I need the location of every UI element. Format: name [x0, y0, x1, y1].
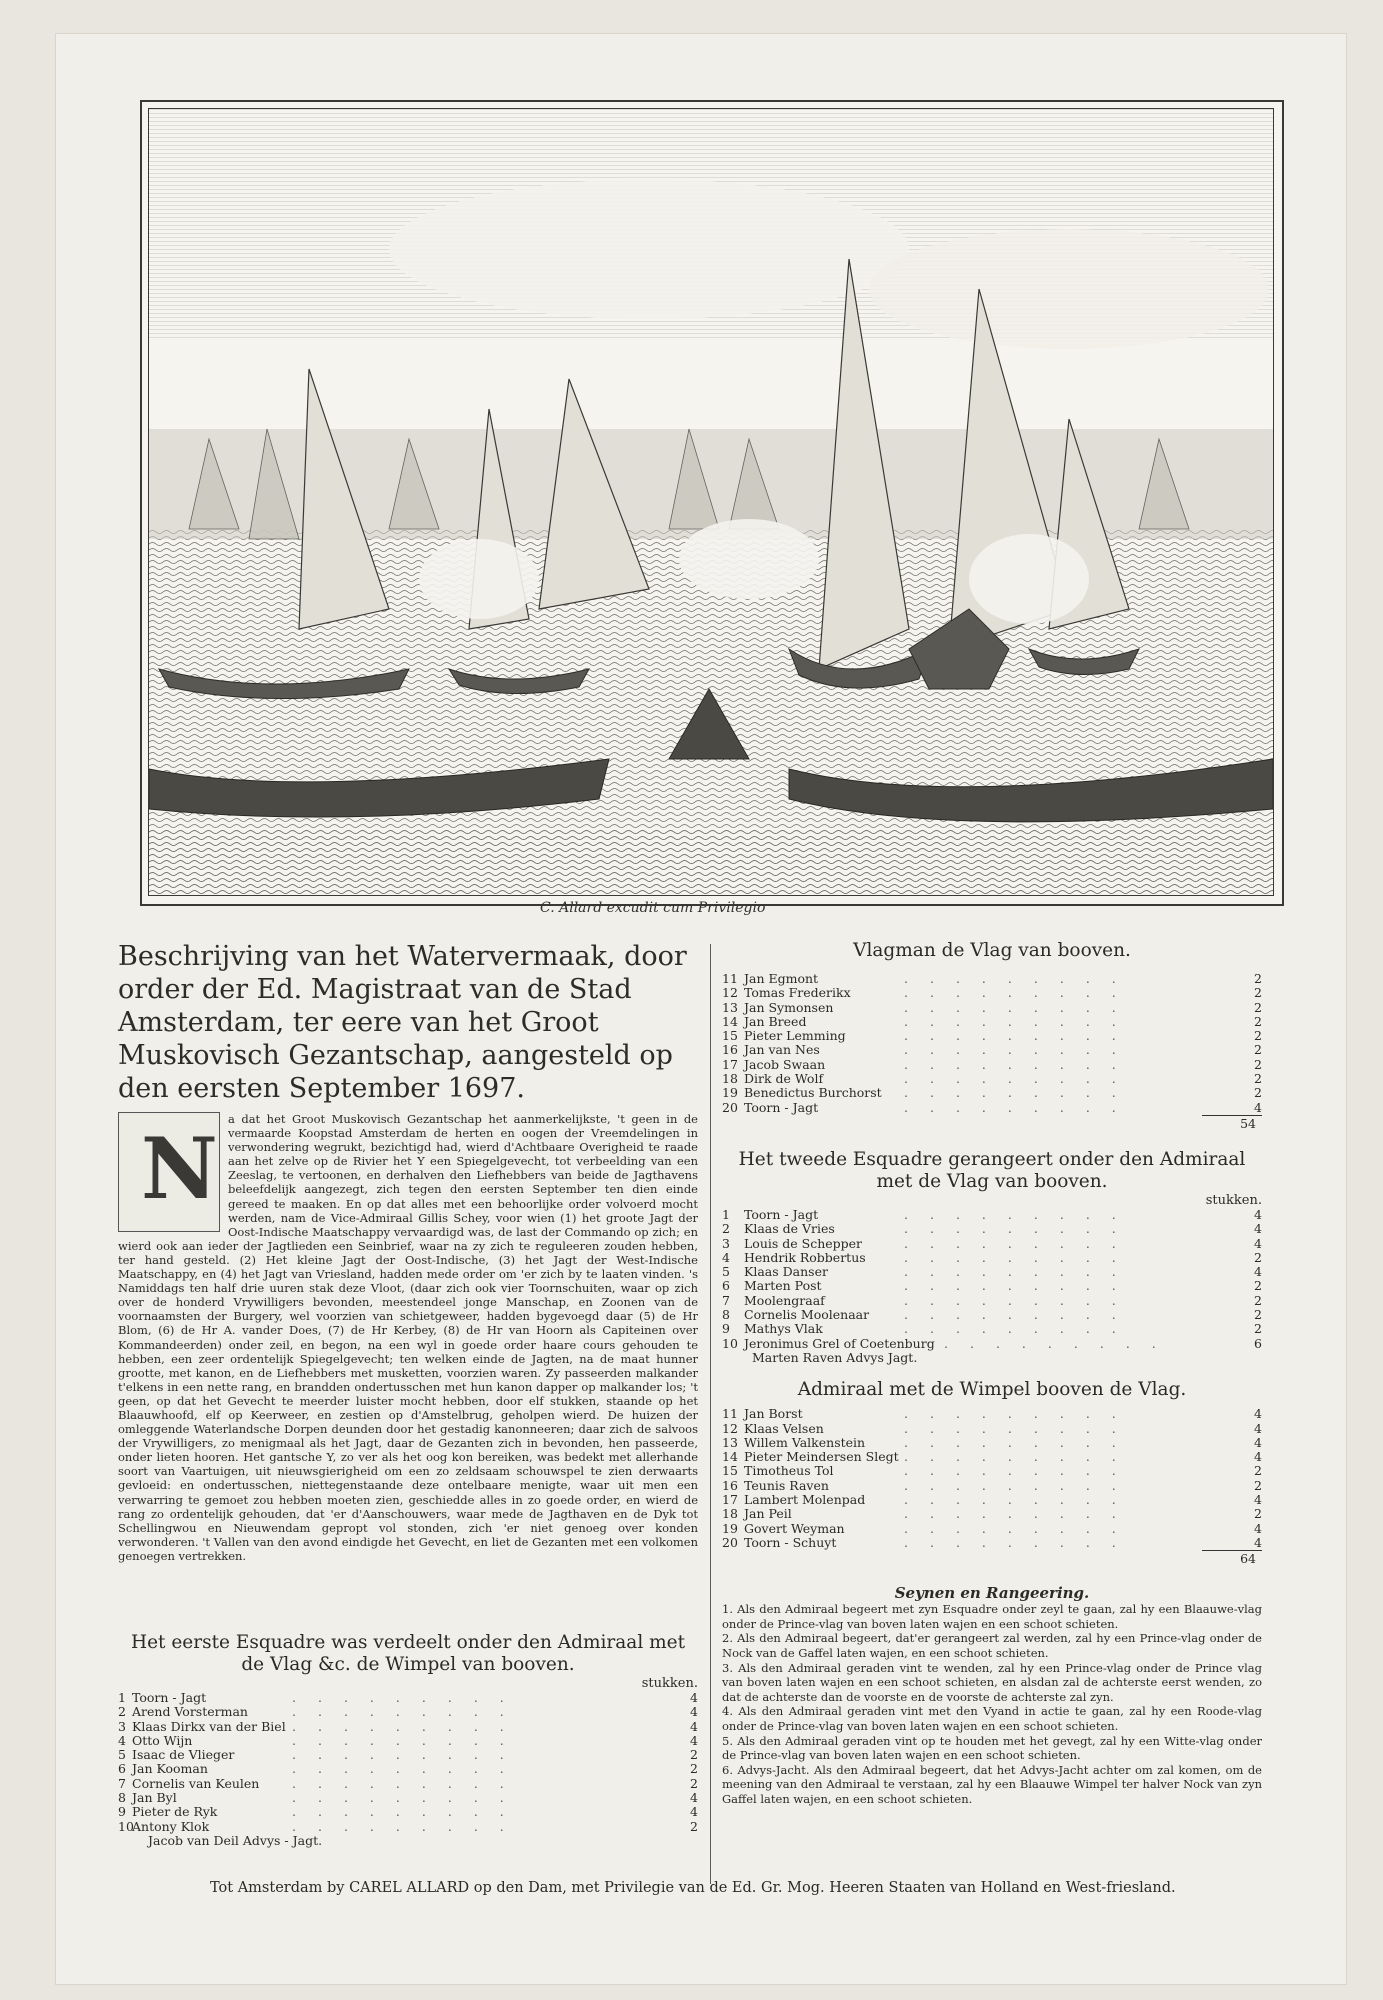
ship-guns: 2	[1254, 1056, 1262, 1072]
ship-name: Cornelis van Keulen	[132, 1775, 260, 1791]
eerste-unit: stukken.	[641, 1676, 698, 1691]
ship-num: 9	[118, 1804, 126, 1820]
tweede-heading: Het tweede Esquadre gerangeert onder den Admiraal met de Vlag van booven.	[738, 1148, 1246, 1192]
list-item: 13 Jan Symonsen ......... 2	[722, 999, 1262, 1015]
ship-num: 8	[722, 1307, 730, 1323]
ship-num: 17	[722, 1056, 738, 1072]
ship-name: Mathys Vlak	[744, 1321, 823, 1337]
signal-item: 5. Als den Admiraal geraden vint op te houden met het gevegt, zal hy een Witte-vlag onder de Prince-vlag van boven laten wajen en een schoot schieten.	[722, 1733, 1262, 1763]
ship-num: 19	[722, 1520, 738, 1536]
vlagman-total: 54	[1202, 1115, 1262, 1131]
ship-num: 6	[118, 1761, 126, 1777]
ship-num: 13	[722, 1434, 738, 1450]
ship-num: 7	[118, 1775, 126, 1791]
ship-name: Jan Egmont	[744, 971, 819, 986]
ship-num: 8	[118, 1790, 126, 1806]
ship-num: 18	[722, 1506, 738, 1522]
ship-num: 5	[118, 1747, 126, 1763]
ship-num: 12	[722, 1420, 738, 1436]
list-item: 12 Klaas Velsen ......... 4	[722, 1420, 1262, 1436]
list-item: 12 Tomas Frederikx ......... 2	[722, 985, 1262, 1001]
ship-guns: 2	[1254, 1292, 1262, 1308]
list-item: 4 Hendrik Robbertus ......... 2	[722, 1249, 1262, 1265]
eerste-advys: Jacob van Deil Advys - Jagt.	[148, 1832, 323, 1848]
wimpel-total: 64	[1202, 1550, 1262, 1566]
ship-num: 16	[722, 1477, 738, 1493]
ship-guns: 4	[1254, 1221, 1262, 1237]
list-item: 9 Mathys Vlak ......... 2	[722, 1321, 1262, 1337]
ship-name: Cornelis Moolenaar	[744, 1307, 870, 1323]
ship-num: 1	[118, 1690, 126, 1705]
eerste-esquadre	[118, 1632, 698, 1848]
ship-guns: 2	[690, 1775, 698, 1791]
ship-num: 16	[722, 1042, 738, 1058]
ship-num: 10	[118, 1818, 134, 1834]
ship-name: Jan Borst	[744, 1406, 803, 1422]
ship-guns: 2	[1254, 1506, 1262, 1522]
ship-num: 6	[722, 1278, 730, 1294]
signal-item: 3. Als den Admiraal geraden vint te wenden, zal hy een Prince-vlag onder de Prince vlag van boven laten wajen en een schoot schieten, en alsdan zal de achterste eerst wenden, zo dat de achterste dan de voorste en de voorste de achterste zal zyn.	[722, 1660, 1262, 1704]
ship-num: 9	[722, 1321, 730, 1337]
ship-name: Jacob Swaan	[744, 1056, 826, 1072]
list-item: 1 Toorn - Jagt ......... 4	[118, 1690, 698, 1705]
ship-num: 2	[722, 1221, 730, 1237]
list-item: 10 Jeronimus Grel of Coetenburg ......... 6	[722, 1335, 1262, 1351]
ship-name: Klaas Velsen	[744, 1420, 824, 1436]
list-item: 20 Toorn - Schuyt ......... 4	[722, 1534, 1262, 1550]
ship-guns: 2	[1254, 999, 1262, 1015]
plate-imprint: C. Allard excudit cum Privilegio	[540, 900, 766, 916]
list-item: 2 Arend Vorsterman ......... 4	[118, 1704, 698, 1720]
signal-item: 4. Als den Admiraal geraden vint met den Vyand in actie te gaan, zal hy een Roode-vlag onder de Prince-vlag van boven laten wajen en een schoot schieten.	[722, 1704, 1262, 1733]
ship-num: 4	[722, 1249, 730, 1265]
seynen-section	[722, 1584, 1262, 1806]
signal-item: 2. Als den Admiraal begeert, dat'er gerangeert zal werden, zal hy een Prince-vlag onder de Nock van de Gaffel laten wajen, en een schoot schieten.	[722, 1631, 1262, 1660]
ship-guns: 2	[1254, 1321, 1262, 1337]
ship-name: Pieter de Ryk	[132, 1804, 218, 1820]
decorated-initial	[118, 1112, 220, 1232]
ship-name: Marten Post	[744, 1278, 822, 1294]
initial-letter: N	[141, 1119, 218, 1218]
ship-name: Tomas Frederikx	[744, 985, 851, 1001]
ship-guns: 2	[1254, 985, 1262, 1001]
list-item: 1 Toorn - Jagt ......... 4	[722, 1206, 1262, 1222]
ship-guns: 4	[690, 1732, 698, 1748]
ship-name: Jan van Nes	[744, 1042, 820, 1058]
eerste-list	[118, 1691, 698, 1834]
ship-num: 5	[722, 1264, 730, 1280]
ship-guns: 2	[1254, 1085, 1262, 1101]
list-item: 20 Toorn - Jagt ......... 4	[722, 1099, 1262, 1115]
ship-guns: 4	[1254, 1264, 1262, 1280]
ship-guns: 6	[1254, 1335, 1262, 1351]
ship-num: 10	[722, 1335, 738, 1351]
list-item: 16 Teunis Raven ......... 2	[722, 1477, 1262, 1493]
ship-guns: 4	[1254, 1206, 1262, 1222]
list-item: 2 Klaas de Vries ......... 4	[722, 1221, 1262, 1237]
seynen-heading: Seynen en Rangeering.	[894, 1584, 1090, 1603]
ship-guns: 4	[1254, 1534, 1262, 1550]
ship-name: Otto Wijn	[132, 1732, 193, 1748]
ship-guns: 4	[1254, 1420, 1262, 1436]
ship-name: Arend Vorsterman	[132, 1704, 248, 1720]
publisher-footer: Tot Amsterdam by CAREL ALLARD op den Dam, met Privilegie van de Ed. Gr. Mog. Heeren Staaten van Holland en West-friesland.	[210, 1880, 1176, 1896]
list-item: 11 Jan Egmont ......... 2	[722, 971, 1262, 986]
left-column	[118, 940, 698, 1105]
ship-name: Teunis Raven	[744, 1477, 829, 1493]
ship-name: Lambert Molenpad	[744, 1492, 866, 1508]
ship-num: 20	[722, 1099, 738, 1115]
ship-name: Pieter Lemming	[744, 1028, 846, 1044]
tweede-unit: stukken.	[1205, 1192, 1262, 1208]
wimpel-list	[722, 1407, 1262, 1550]
ship-guns: 2	[1254, 1249, 1262, 1265]
list-item: 6 Jan Kooman ......... 2	[118, 1761, 698, 1777]
ship-name: Jeronimus Grel of Coetenburg	[744, 1335, 935, 1351]
ship-guns: 4	[1254, 1520, 1262, 1536]
ship-num: 7	[722, 1292, 730, 1308]
ship-num: 3	[722, 1235, 730, 1251]
ship-num: 13	[722, 999, 738, 1015]
list-item: 9 Pieter de Ryk ......... 4	[118, 1804, 698, 1820]
ship-guns: 2	[1254, 1071, 1262, 1087]
ship-num: 11	[722, 1406, 738, 1422]
ship-guns: 4	[1254, 1406, 1262, 1422]
ship-name: Jan Kooman	[132, 1761, 208, 1777]
ship-num: 17	[722, 1492, 738, 1508]
ship-guns: 4	[690, 1804, 698, 1820]
list-item: 18 Jan Peil ......... 2	[722, 1506, 1262, 1522]
ship-guns: 4	[1254, 1434, 1262, 1450]
ship-name: Jan Byl	[132, 1790, 177, 1806]
ship-guns: 4	[1254, 1492, 1262, 1508]
ship-guns: 4	[690, 1704, 698, 1720]
ship-name: Toorn - Jagt	[744, 1206, 819, 1222]
ship-num: 15	[722, 1028, 738, 1044]
ship-guns: 4	[1254, 1449, 1262, 1465]
ship-num: 12	[722, 985, 738, 1001]
ship-name: Govert Weyman	[744, 1520, 845, 1536]
ship-num: 11	[722, 971, 738, 986]
water-battle-engraving	[148, 108, 1274, 896]
list-item: 17 Jacob Swaan ......... 2	[722, 1056, 1262, 1072]
ship-guns: 2	[1254, 971, 1262, 986]
vlagman-heading: Vlagman de Vlag van booven.	[853, 940, 1131, 961]
list-item: 19 Govert Weyman ......... 4	[722, 1520, 1262, 1536]
list-item: 5 Isaac de Vlieger ......... 2	[118, 1747, 698, 1763]
ship-num: 4	[118, 1732, 126, 1748]
tweede-list	[722, 1208, 1262, 1351]
ship-num: 18	[722, 1071, 738, 1087]
ship-name: Toorn - Jagt	[744, 1099, 819, 1115]
ship-guns: 2	[1254, 1463, 1262, 1479]
intro-paragraph	[118, 1112, 698, 1563]
ship-guns: 4	[1254, 1099, 1262, 1115]
wimpel-heading: Admiraal met de Wimpel booven de Vlag.	[797, 1379, 1187, 1401]
ship-guns: 2	[690, 1818, 698, 1834]
vlagman-list	[722, 972, 1262, 1115]
ship-name: Isaac de Vlieger	[132, 1747, 235, 1763]
list-item: 15 Pieter Lemming ......... 2	[722, 1028, 1262, 1044]
ship-name: Toorn - Jagt	[132, 1690, 207, 1705]
ship-name: Jan Symonsen	[744, 999, 834, 1015]
ship-name: Willem Valkenstein	[744, 1434, 866, 1450]
ship-name: Antony Klok	[132, 1818, 210, 1834]
signal-item: 1. Als den Admiraal begeert met zyn Esquadre onder zeyl te gaan, zal hy een Blaauwe-vlag onder de Prince-vlag van boven laten wajen en een schoot schieten.	[722, 1602, 1262, 1631]
ship-name: Jan Breed	[744, 1013, 807, 1029]
ship-guns: 2	[690, 1747, 698, 1763]
ship-name: Klaas Dirkx van der Biel	[132, 1718, 286, 1734]
ship-guns: 2	[1254, 1042, 1262, 1058]
list-item: 7 Cornelis van Keulen ......... 2	[118, 1775, 698, 1791]
ship-name: Timotheus Tol	[744, 1463, 834, 1479]
ship-num: 3	[118, 1718, 126, 1734]
eerste-heading: Het eerste Esquadre was verdeelt onder den Admiraal met de Vlag &c. de Wimpel van booven.	[130, 1632, 686, 1675]
document-title: Beschrijving van het Watervermaak, door order der Ed. Magistraat van de Stad Amsterdam, ter eere van het Groot Muskovisch Gezantschap, aangesteld op den eersten September 1697.	[118, 941, 687, 1104]
ship-name: Benedictus Burchorst	[744, 1085, 882, 1101]
list-item: 14 Jan Breed ......... 2	[722, 1013, 1262, 1029]
ship-guns: 4	[690, 1718, 698, 1734]
list-item: 8 Jan Byl ......... 4	[118, 1790, 698, 1806]
ship-num: 14	[722, 1449, 738, 1465]
tweede-advys: Marten Raven Advys Jagt.	[752, 1349, 918, 1365]
ship-name: Toorn - Schuyt	[744, 1534, 837, 1550]
list-item: 17 Lambert Molenpad ......... 4	[722, 1492, 1262, 1508]
list-item: 13 Willem Valkenstein ......... 4	[722, 1434, 1262, 1450]
list-item: 3 Klaas Dirkx van der Biel ......... 4	[118, 1718, 698, 1734]
intro-text: a dat het Groot Muskovisch Gezantschap het aanmerkelijkste, 't geen in de vermaarde Koopstad Amsterdam de herten en oogen der Vreemdelingen in verwondering wegrukt, bezichtigd had, wierd d'Achtbaare Overigheid te raade aan het zelve op de Rivier het Y een Spiegelgevecht, tot verbeelding van een Zeeslag, te vertoonen, en derhalven den Liefhebbers van beide de Jagthavens beleefdelijk aangezegt, zich tegen den eersten September ten dien einde gereed te maaken. En op dat alles met een behoorlijke order volvoerd mocht werden, nam de Vice-Admiraal Gillis Schey, voor wien (1) het groote Jagt der Oost-Indische Maatschappy vervaardigd was, de last der Commando op zich; en wierd ook aan ieder der Jagtlieden een Seinbrief, waar na zy zich te reguleeren zouden hebben, ter hand gesteld. (2) Het kleine Jagt der Oost-Indische, (3) het Jagt der West-Indische Maatschappy, en (4) het Jagt van Vriesland, hadden mede order om 'er zich by te laaten vinden. 's Namiddags ten half drie uuren stak deze Vloot, (daar zich ook vier Toornschuiten, waar op zich over de honderd Vrywilligers bevonden, meestendeel jonge Manschap, en Zoonen van de voornaamsten der Burgery, wel voorzien van schietgeweer, hadden bygevoegd daar (5) de Hr Blom, (6) de Hr A. vander Does, (7) de Hr Kerbey, (8) de Hr van Hoorn als Capiteinen over Kommandeerden) onder zeil, en begon, na een wyl in goede order haare cours gehouden te hebben, een zeer ordentelijk Spiegelgevecht; ten welken einde de Jagten, na de maat hunner grootte, met kanon, en de Liefhebbers met musketten, voorzien waren. Zy passeerden malkander t'elkens in een nette rang, en brandden ondertusschen met hun kanon dapper op malkander los; 't geen, op dat het Gevecht te meerder luister mocht hebben, door elf stukken, staande op het Blaauwhoofd, elf op Keerweer, en zestien op d'Amstelbrug, geholpen wierd. De huizen der omleggende Waterlandsche Dorpen deunden door het gestadig kanonneeren; daar zich de salvoos der Vrywilligers, zo menigmaal als het Jagt, daar de Gezanten zich in bevonden, hen passeerde, onder lieten hooren. Het gantsche Y, zo ver als het oog kon bereiken, was bedekt met allerhande soort van Vaartuigen, uit nieuwsgierigheid om een zo zeldsaam schouwspel te zien derwaarts gevloeid: en ondertusschen, niettegenstaande deze ontelbaare menigte, waar uit men een verwarring te gemoet zou hebben moeten zien, geschiedde alles in zo goede order, en wierd de rang zo ordentelijk gehouden, dat 'er d'Aanschouwers, waar mede de Jagthaven en de Dyk tot Schellingwou en Nieuwendam gepropt vol stonden, zich 'er niet genoeg over konden verwonderen. 't Vallen van den avond eindigde het Gevecht, en liet de Gezanten met een volkomen genoegen vertrekken.	[118, 1112, 698, 1563]
list-item: 8 Cornelis Moolenaar ......... 2	[722, 1307, 1262, 1323]
ship-guns: 4	[690, 1790, 698, 1806]
ship-num: 19	[722, 1085, 738, 1101]
ship-name: Klaas Danser	[744, 1264, 828, 1280]
ship-num: 1	[722, 1206, 730, 1222]
engraving-plate	[140, 100, 1284, 906]
ship-name: Hendrik Robbertus	[744, 1249, 866, 1265]
signal-item: 6. Advys-Jacht. Als den Admiraal begeert, dat het Advys-Jacht achter om zal komen, om de meening van den Admiraal te verstaan, zal hy een Blaauwe Wimpel ter halver Nock van zyn Gaffel laten wajen, en een schoot schieten.	[722, 1762, 1262, 1806]
column-divider	[710, 944, 711, 1884]
list-item: 6 Marten Post ......... 2	[722, 1278, 1262, 1294]
list-item: 4 Otto Wijn ......... 4	[118, 1732, 698, 1748]
ship-name: Jan Peil	[744, 1506, 792, 1522]
ship-guns: 4	[690, 1690, 698, 1705]
ship-guns: 2	[1254, 1028, 1262, 1044]
ship-name: Dirk de Wolf	[744, 1071, 824, 1087]
ship-num: 14	[722, 1013, 738, 1029]
list-item: 19 Benedictus Burchorst ......... 2	[722, 1085, 1262, 1101]
list-item: 7 Moolengraaf ......... 2	[722, 1292, 1262, 1308]
ship-guns: 2	[1254, 1278, 1262, 1294]
ship-guns: 4	[1254, 1235, 1262, 1251]
ship-name: Klaas de Vries	[744, 1221, 835, 1237]
ship-num: 2	[118, 1704, 126, 1720]
ship-guns: 2	[1254, 1477, 1262, 1493]
list-item: 15 Timotheus Tol ......... 2	[722, 1463, 1262, 1479]
list-item: 18 Dirk de Wolf ......... 2	[722, 1071, 1262, 1087]
ship-name: Louis de Schepper	[744, 1235, 863, 1251]
list-item: 3 Louis de Schepper ......... 4	[722, 1235, 1262, 1251]
list-item: 14 Pieter Meindersen Slegt ......... 4	[722, 1449, 1262, 1465]
ship-num: 20	[722, 1534, 738, 1550]
list-item: 10 Antony Klok ......... 2	[118, 1818, 698, 1834]
ship-guns: 2	[690, 1761, 698, 1777]
ship-num: 15	[722, 1463, 738, 1479]
list-item: 16 Jan van Nes ......... 2	[722, 1042, 1262, 1058]
list-item: 5 Klaas Danser ......... 4	[722, 1264, 1262, 1280]
ship-guns: 2	[1254, 1013, 1262, 1029]
list-item: 11 Jan Borst ......... 4	[722, 1406, 1262, 1422]
ship-guns: 2	[1254, 1307, 1262, 1323]
ship-name: Pieter Meindersen Slegt	[744, 1449, 899, 1465]
ship-name: Moolengraaf	[744, 1292, 825, 1308]
vlagman-section	[722, 940, 1262, 1807]
